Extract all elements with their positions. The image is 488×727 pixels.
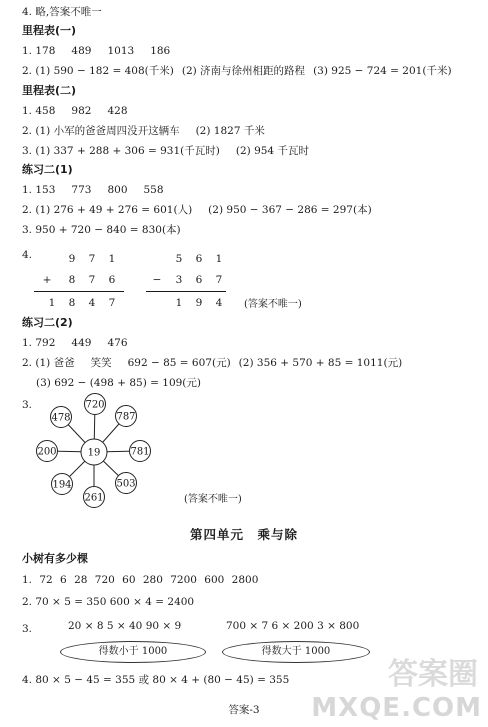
line-5-4: 4. 80 × 5 − 45 = 355 或 80 × 4 + (80 − 45) = 355	[22, 674, 290, 686]
line-2-2: 2. (1) 小军的爸爸周四没开这辆车 (2) 1827 千米	[22, 125, 265, 137]
note-not-unique-1: (答案不唯一)	[244, 299, 302, 310]
digit: 6	[108, 274, 116, 286]
star-node-label: 787	[116, 411, 136, 423]
digit: 6	[195, 253, 203, 265]
star-node-label: 261	[84, 492, 104, 504]
digit: 5	[175, 253, 183, 265]
digit: 1	[175, 297, 183, 309]
line-3-1: 1. 153 773 800 558	[22, 184, 164, 196]
line-top: 4. 略,答案不唯一	[22, 6, 102, 18]
digit: 8	[68, 297, 76, 309]
line-5-3-right: 700 × 7 6 × 200 3 × 800	[226, 620, 360, 632]
digit: 8	[68, 274, 76, 286]
line-2-3: 3. (1) 337 + 288 + 306 = 931(千瓦时) (2) 954 千瓦时	[22, 145, 309, 157]
digit: 3	[175, 274, 183, 286]
minus-sign: −	[152, 274, 162, 286]
line-4-1: 1. 792 449 476	[22, 337, 128, 349]
heading-mileage-1: 里程表(一)	[22, 24, 77, 37]
line-5-1: 1. 72 6 28 720 60 280 7200 600 2800	[22, 574, 259, 586]
line-5-3-label: 3.	[22, 623, 33, 635]
digit: 1	[108, 253, 116, 265]
digit: 7	[108, 297, 116, 309]
note-not-unique-2: (答案不唯一)	[184, 494, 242, 505]
line-3-4: 4.	[22, 249, 33, 261]
line-3-3: 3. 950 + 720 − 840 = 830(本)	[22, 224, 181, 236]
digit: 1	[215, 253, 223, 265]
heading-exercise-2-1: 练习二(1)	[22, 163, 73, 176]
digit: 7	[88, 274, 96, 286]
digit: 6	[195, 274, 203, 286]
unit-title: 第四单元 乘与除	[189, 527, 298, 542]
plus-sign: +	[42, 274, 52, 286]
page-footer: 答案-3	[228, 704, 260, 716]
line-2-1: 1. 458 982 428	[22, 105, 128, 117]
digit: 4	[215, 297, 223, 309]
digit: 7	[215, 274, 223, 286]
line-4-3: 3.	[22, 399, 33, 411]
heading-trees: 小树有多少棵	[22, 552, 88, 565]
digit: 4	[88, 297, 96, 309]
line-5-3-left: 20 × 8 5 × 40 90 × 9	[68, 620, 182, 632]
line-1-1: 1. 178 489 1013 186	[22, 45, 171, 57]
heading-mileage-2: 里程表(二)	[22, 84, 77, 97]
digit: 1	[48, 297, 56, 309]
star-node-label: 200	[37, 446, 57, 458]
oval-greater-than-1000: 得数大于 1000	[222, 641, 370, 663]
star-node-label: 720	[85, 399, 105, 411]
star-node-label: 503	[116, 478, 136, 490]
line-4-2-3: (3) 692 − (498 + 85) = 109(元)	[36, 377, 202, 389]
star-node-label: 478	[51, 412, 71, 424]
digit: 7	[88, 253, 96, 265]
digit: 9	[68, 253, 76, 265]
line-5-2: 2. 70 × 5 = 350 600 × 4 = 2400	[22, 596, 195, 608]
line-3-2: 2. (1) 276 + 49 + 276 = 601(人) (2) 950 − 367 − 286 = 297(本)	[22, 204, 372, 216]
line-4-2: 2. (1) 爸爸 笑笑 692 − 85 = 607(元) (2) 356 + 570 + 85 = 1011(元)	[22, 357, 403, 369]
watermark: MXQE.COM	[311, 693, 482, 723]
watermark-logo: 答案圈	[388, 657, 478, 692]
star-center-label: 19	[87, 447, 101, 459]
line-1-2: 2. (1) 590 − 182 = 408(千米) (2) 济南与徐州相距的路程 (3) 925 − 724 = 201(千米)	[22, 65, 452, 77]
heading-exercise-2-2: 练习二(2)	[22, 316, 73, 329]
digit: 9	[195, 297, 203, 309]
oval-less-than-1000: 得数小于 1000	[60, 641, 206, 663]
star-node-label: 194	[52, 479, 72, 491]
star-node-label: 781	[130, 446, 150, 458]
